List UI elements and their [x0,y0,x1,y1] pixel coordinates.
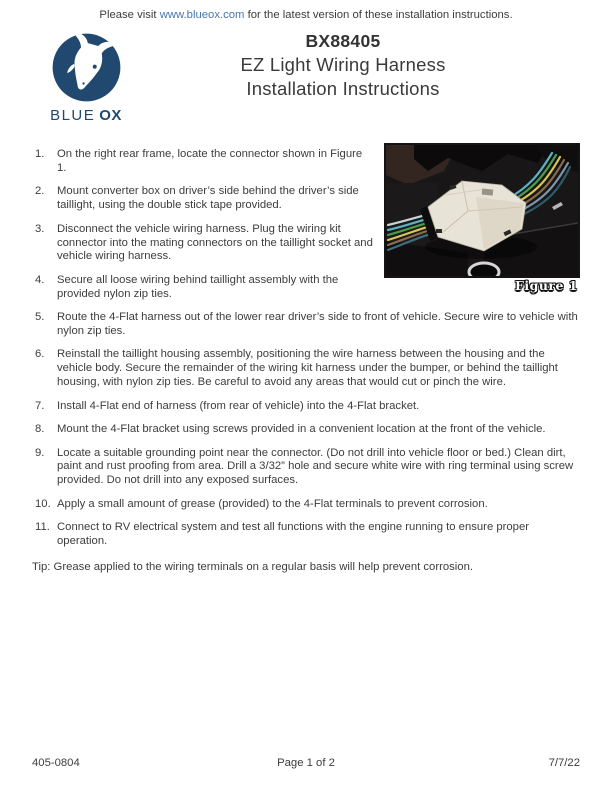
logo-word-blue: BLUE [50,107,96,124]
step-item [32,498,580,512]
step-text: Disconnect the vehicle wiring harness. Plug the wiring kit connector into the mating connectors on the taillight socket and vehicle wiring harness. [57,222,373,263]
top-notice [0,0,612,21]
ox-head-icon [32,29,140,106]
step-item [32,185,580,213]
step-number: 11. [35,521,50,534]
page-footer [32,757,580,769]
step-text: Route the 4-Flat harness out of the lower rear driver’s side to front of vehicle. Secure wire to vehicle with nylon zip ties. [57,311,578,338]
step-item [32,447,580,489]
header [0,21,612,124]
step-text: Mount the 4-Flat bracket using screws provided in a convenient location at the front of the vehicle. [57,423,546,436]
step-item [32,400,580,414]
step-text: Locate a suitable grounding point near the connector. (Do not drill into vehicle floor or bed.) Clean dirt, paint and rust proofing from area. Drill a 3/32” hole and secure white wire with ring terminal using screw provided. Do not drill into any exposed surfaces. [57,446,574,487]
step-number: 7. [35,399,45,412]
step-text: Secure all loose wiring behind taillight assembly with the provided nylon zip ties. [57,273,339,300]
step-item [32,521,580,549]
blueox-link[interactable]: www.blueox.com [159,9,245,21]
step-item [32,348,580,390]
instructions-section [32,148,580,575]
title-block [140,26,580,124]
step-number: 8. [35,423,45,436]
step-item [32,311,580,339]
step-number: 4. [35,273,45,286]
step-number: 3. [35,222,45,235]
step-item [32,274,580,302]
step-text: Connect to RV electrical system and test all functions with the engine running to ensure proper operation. [57,521,530,548]
step-number: 6. [35,348,45,361]
logo-wordmark [32,107,140,124]
tip-note: Tip: Grease applied to the wiring terminals on a regular basis will help prevent corrosion. [32,560,474,573]
step-number: 1. [35,148,45,160]
step-item [32,423,580,437]
product-title: EZ Light Wiring Harness [240,54,446,75]
footer-date: 7/7/22 [548,757,580,769]
steps-list [32,148,580,549]
step-number: 2. [35,185,45,198]
step-number: 10. [35,497,51,510]
step-item [32,223,580,265]
logo-word-ox: OX [99,107,122,124]
step-item [32,148,580,176]
notice-prefix: Please visit [99,9,160,21]
step-text: On the right rear frame, locate the connector shown in Figure 1. [57,148,363,174]
step-number: 5. [35,311,45,324]
footer-document-number: 405-0804 [32,757,80,769]
step-text: Apply a small amount of grease (provided) to the 4-Flat terminals to prevent corrosion. [57,497,488,510]
step-text: Reinstall the taillight housing assembly, positioning the wire harness between the housing and the vehicle body. Secure the remainder of the wiring kit harness under the bumper, or behind the taillight housing, with nylon zip ties. Be careful to avoid any areas that would cut or pinch the wire. [57,348,558,389]
part-number: BX88405 [305,31,381,51]
step-text: Install 4-Flat end of harness (from rear of vehicle) into the 4-Flat bracket. [57,399,420,412]
blue-ox-logo [32,26,140,124]
document-title: Installation Instructions [246,77,440,99]
step-text: Mount converter box on driver’s side behind the driver’s side taillight, using the double stick tape provided. [57,185,359,212]
figure-caption: Figure 1 [514,278,578,293]
notice-suffix: for the latest version of these installation instructions. [244,9,513,21]
step-number: 9. [35,446,45,459]
footer-page-indicator: Page 1 of 2 [277,757,335,769]
